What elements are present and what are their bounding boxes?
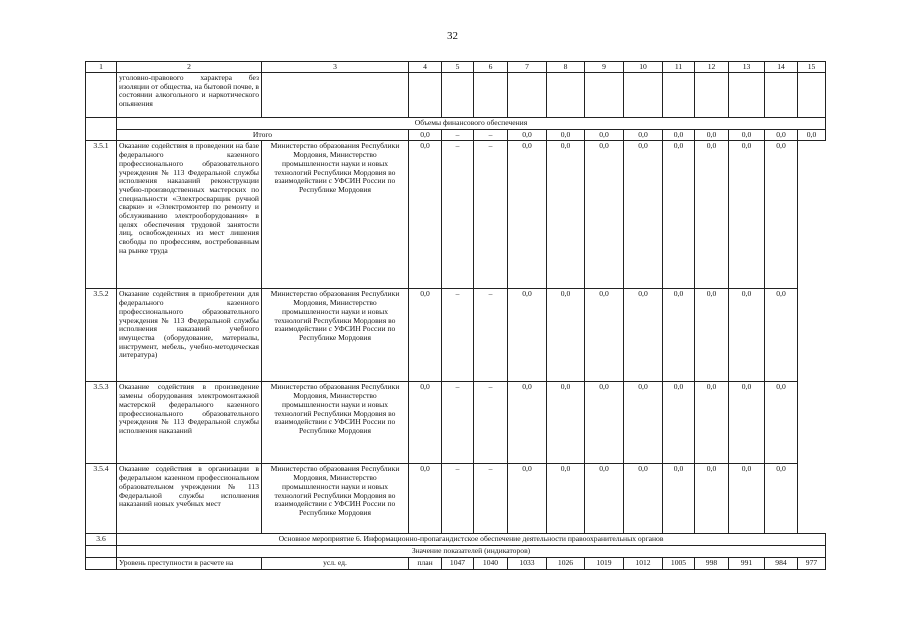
continuation-text: уголовно-правового характера без изоляции от общества, на бытовой почве, в состоянии алкогольного и наркотического опьянения (117, 73, 262, 118)
row-number: 3.5.2 (86, 289, 117, 382)
column-number-row (86, 62, 826, 73)
col-header: 11 (663, 62, 695, 73)
row-value: 0,0 (508, 382, 547, 464)
funding-header: Объемы финансового обеспечения (117, 118, 826, 130)
row-value: 0,0 (585, 289, 624, 382)
row-value: – (442, 141, 474, 289)
col-header: 7 (508, 62, 547, 73)
row-value: – (442, 464, 474, 534)
row-value: 0,0 (409, 382, 442, 464)
row-number: 3.5.1 (86, 141, 117, 289)
col-header: 14 (765, 62, 798, 73)
row-value: 0,0 (547, 289, 585, 382)
table-row (86, 289, 826, 382)
row-value: 0,0 (663, 382, 695, 464)
row-value: 0,0 (729, 141, 765, 289)
row-executor: Министерство образования Республики Мордовия, Министерство промышленности науки и новых технологий Республики Мордовия во взаимодействии с УФСИН России по Республике Мордовия (262, 141, 409, 289)
indicator-value: 977 (798, 557, 826, 569)
program-table (85, 61, 826, 570)
indicator-value: 1019 (585, 557, 624, 569)
row-value: 0,0 (409, 289, 442, 382)
indicator-label: Уровень преступности в расчете на (117, 557, 262, 569)
total-value: 0,0 (585, 129, 624, 141)
page-number: 32 (447, 30, 458, 42)
row-value: 0,0 (508, 464, 547, 534)
row-value: – (474, 141, 508, 289)
total-value: – (474, 129, 508, 141)
total-value: 0,0 (624, 129, 663, 141)
total-label: Итого (117, 129, 409, 141)
indicator-value: 1047 (442, 557, 474, 569)
indicator-row (86, 557, 826, 569)
section-number: 3.6 (86, 534, 117, 546)
total-value: – (442, 129, 474, 141)
col-header: 5 (442, 62, 474, 73)
row-value: – (474, 464, 508, 534)
row-value: – (442, 382, 474, 464)
total-value: 0,0 (409, 129, 442, 141)
row-value: 0,0 (765, 289, 798, 382)
row-value: 0,0 (585, 464, 624, 534)
row-description: Оказание содействия в произведение замены оборудования электромонтажной мастерской федерального казенного профессионального образовательного учреждения № 113 Федеральной службы исполнения наказаний (117, 382, 262, 464)
indicator-value: 1005 (663, 557, 695, 569)
col-header: 10 (624, 62, 663, 73)
row-value: 0,0 (409, 141, 442, 289)
row-value: 0,0 (695, 141, 729, 289)
indicator-value: 984 (765, 557, 798, 569)
col-header: 6 (474, 62, 508, 73)
col-header: 12 (695, 62, 729, 73)
funding-header-row (86, 118, 826, 130)
row-description: Оказание содействия в приобретении для федерального казенного профессионального образовательного учреждения № 113 Федеральной службы исполнения наказаний учебного имущества (оборудование, материалы, инструмент, мебель, учебно-методическая литература) (117, 289, 262, 382)
row-value: 0,0 (585, 141, 624, 289)
row-value: 0,0 (695, 464, 729, 534)
row-value: 0,0 (765, 141, 798, 289)
row-value: 0,0 (624, 382, 663, 464)
total-value: 0,0 (729, 129, 765, 141)
row-value: 0,0 (695, 289, 729, 382)
col-header: 13 (729, 62, 765, 73)
row-value: 0,0 (765, 464, 798, 534)
row-value: 0,0 (663, 464, 695, 534)
indicator-unit: усл. ед. (262, 557, 409, 569)
total-value: 0,0 (663, 129, 695, 141)
indicator-value: 991 (729, 557, 765, 569)
row-value: 0,0 (508, 141, 547, 289)
col-header: 1 (86, 62, 117, 73)
indicators-header: Значение показателей (индикаторов) (117, 546, 826, 558)
row-value: 0,0 (729, 382, 765, 464)
row-value: 0,0 (695, 382, 729, 464)
row-value: 0,0 (547, 464, 585, 534)
row-value: 0,0 (765, 382, 798, 464)
row-number: 3.5.4 (86, 464, 117, 534)
row-value: 0,0 (729, 464, 765, 534)
row-value: 0,0 (729, 289, 765, 382)
row-description: Оказание содействия в проведении на базе федерального казенного профессионального образовательного учреждения № 113 Федеральной службы исполнения наказаний реконструкции учебно-производственных мастерских по специальности «Электросварщик ручной сварки» и «Электромонтер по ремонту и обслуживанию электрооборудования» в целях обеспечения трудовой занятости лиц, освобожденных из мест лишения свободы по профессиям, востребованным на рынке труда (117, 141, 262, 289)
total-value: 0,0 (798, 129, 826, 141)
row-value: 0,0 (585, 382, 624, 464)
total-value: 0,0 (765, 129, 798, 141)
col-header: 9 (585, 62, 624, 73)
total-value: 0,0 (547, 129, 585, 141)
total-value: 0,0 (695, 129, 729, 141)
indicators-header-row (86, 546, 826, 558)
row-description: Оказание содействия в организации в федеральном казенном профессиональном образовательном учреждении № 113 Федеральной службы исполнения наказаний новых учебных мест (117, 464, 262, 534)
total-value: 0,0 (508, 129, 547, 141)
row-value: – (474, 382, 508, 464)
row-executor: Министерство образования Республики Мордовия, Министерство промышленности науки и новых технологий Республики Мордовия во взаимодействии с УФСИН России по Республике Мордовия (262, 464, 409, 534)
indicator-value: 1033 (508, 557, 547, 569)
row-value: 0,0 (663, 141, 695, 289)
col-header: 4 (409, 62, 442, 73)
section-row (86, 534, 826, 546)
indicator-kind: план (409, 557, 442, 569)
total-row (86, 129, 826, 141)
row-executor: Министерство образования Республики Мордовия, Министерство промышленности науки и новых технологий Республики Мордовия во взаимодействии с УФСИН России по Республике Мордовия (262, 289, 409, 382)
row-value: 0,0 (508, 289, 547, 382)
section-title: Основное мероприятие 6. Информационно-пропагандистское обеспечение деятельности правоохранительных органов (117, 534, 826, 546)
row-executor: Министерство образования Республики Мордовия, Министерство промышленности науки и новых технологий Республики Мордовия во взаимодействии с УФСИН России по Республике Мордовия (262, 382, 409, 464)
col-header: 2 (117, 62, 262, 73)
row-value: – (474, 289, 508, 382)
row-number: 3.5.3 (86, 382, 117, 464)
row-value: 0,0 (624, 289, 663, 382)
table-row (86, 382, 826, 464)
row-value: 0,0 (663, 289, 695, 382)
row-value: 0,0 (624, 464, 663, 534)
table-row (86, 464, 826, 534)
row-value: 0,0 (547, 382, 585, 464)
row-value: 0,0 (547, 141, 585, 289)
indicator-value: 1040 (474, 557, 508, 569)
row-value: 0,0 (624, 141, 663, 289)
continuation-row (86, 73, 826, 118)
indicator-value: 1026 (547, 557, 585, 569)
table-row (86, 141, 826, 289)
indicator-value: 1012 (624, 557, 663, 569)
row-value: 0,0 (409, 464, 442, 534)
col-header: 3 (262, 62, 409, 73)
indicator-value: 998 (695, 557, 729, 569)
col-header: 8 (547, 62, 585, 73)
row-value: – (442, 289, 474, 382)
col-header: 15 (798, 62, 826, 73)
